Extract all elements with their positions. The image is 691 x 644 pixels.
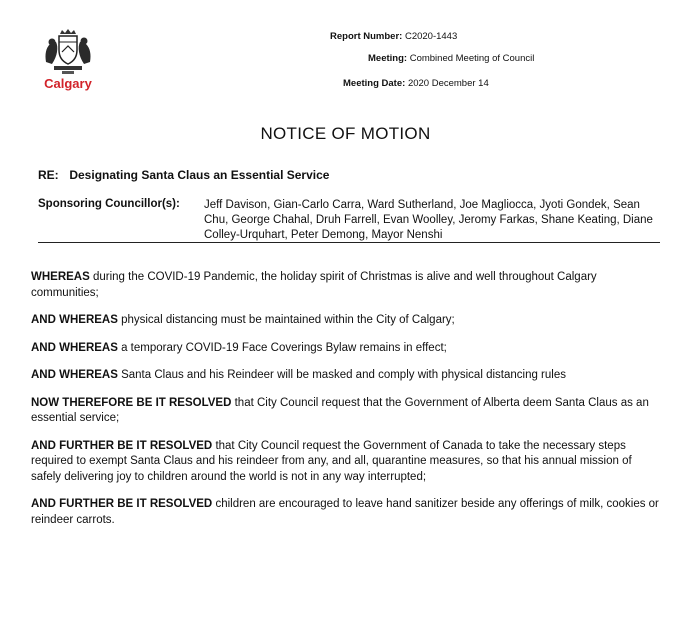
clause-lead: AND FURTHER BE IT RESOLVED	[31, 498, 213, 510]
clause	[31, 497, 661, 528]
meeting-value: Combined Meeting of Council	[409, 53, 535, 64]
calgary-logo	[40, 28, 96, 96]
page-title: NOTICE OF MOTION	[260, 124, 431, 143]
clause-text: children are encouraged to leave hand sanitizer beside any offerings of milk, cookies or reindeer carrots.	[31, 498, 659, 526]
re-line	[38, 168, 329, 182]
clause-text: that City Council request that the Government of Alberta deem Santa Claus as an essential service;	[31, 396, 649, 424]
clause	[31, 439, 661, 486]
meeting-line	[368, 53, 534, 64]
clause-lead: AND WHEREAS	[31, 341, 118, 354]
clause-text: that City Council request the Government of Canada to take the necessary steps required to exempt Santa Claus and his reindeer from any, and all, quarantine measures, so that his annual mission of safely delivering joy to children around the world is not in any way interrupted;	[31, 439, 632, 483]
city-crest-icon	[40, 28, 96, 76]
clause-text: during the COVID-19 Pandemic, the holiday spirit of Christmas is alive and well throughout Calgary communities;	[31, 271, 597, 299]
sponsors-label: Sponsoring Councillor(s):	[38, 198, 180, 210]
clause-lead: AND FURTHER BE IT RESOLVED	[31, 439, 213, 452]
clause-lead: AND WHEREAS	[31, 369, 118, 381]
clause	[31, 270, 661, 301]
clause-lead: WHEREAS	[31, 271, 90, 283]
clause	[31, 341, 661, 357]
report-number-line	[330, 31, 457, 42]
meeting-date-line	[343, 78, 489, 89]
meeting-date-label: Meeting Date:	[343, 78, 406, 89]
motion-body	[31, 270, 661, 540]
logo-wordmark: Calgary	[44, 76, 92, 91]
clause-text: physical distancing must be maintained within the City of Calgary;	[117, 314, 455, 326]
clause-lead: NOW THEREFORE BE IT RESOLVED	[31, 396, 232, 409]
meeting-label: Meeting:	[368, 53, 408, 64]
meeting-date-value: 2020 December 14	[407, 78, 489, 89]
divider	[38, 242, 660, 243]
sponsors-names: Jeff Davison, Gian-Carlo Carra, Ward Sutherland, Joe Magliocca, Jyoti Gondek, Sean Chu, George Chahal, Druh Farrell, Evan Woolley, Jeromy Farkas, Shane Keating, Diane Colley-Urquhart, Peter Demong, Mayor Nenshi	[204, 199, 653, 241]
re-label: RE:	[38, 168, 59, 182]
clause	[31, 368, 661, 384]
clause	[31, 396, 661, 427]
clause-text: Santa Claus and his Reindeer will be masked and comply with physical distancing rules	[117, 369, 566, 381]
re-subject: Designating Santa Claus an Essential Service	[69, 168, 330, 182]
report-number-label: Report Number:	[330, 31, 403, 42]
report-number-value: C2020-1443	[404, 31, 458, 42]
clause-lead: AND WHEREAS	[31, 314, 118, 326]
clause	[31, 313, 661, 329]
clause-text: a temporary COVID-19 Face Coverings Bylaw remains in effect;	[117, 341, 447, 354]
